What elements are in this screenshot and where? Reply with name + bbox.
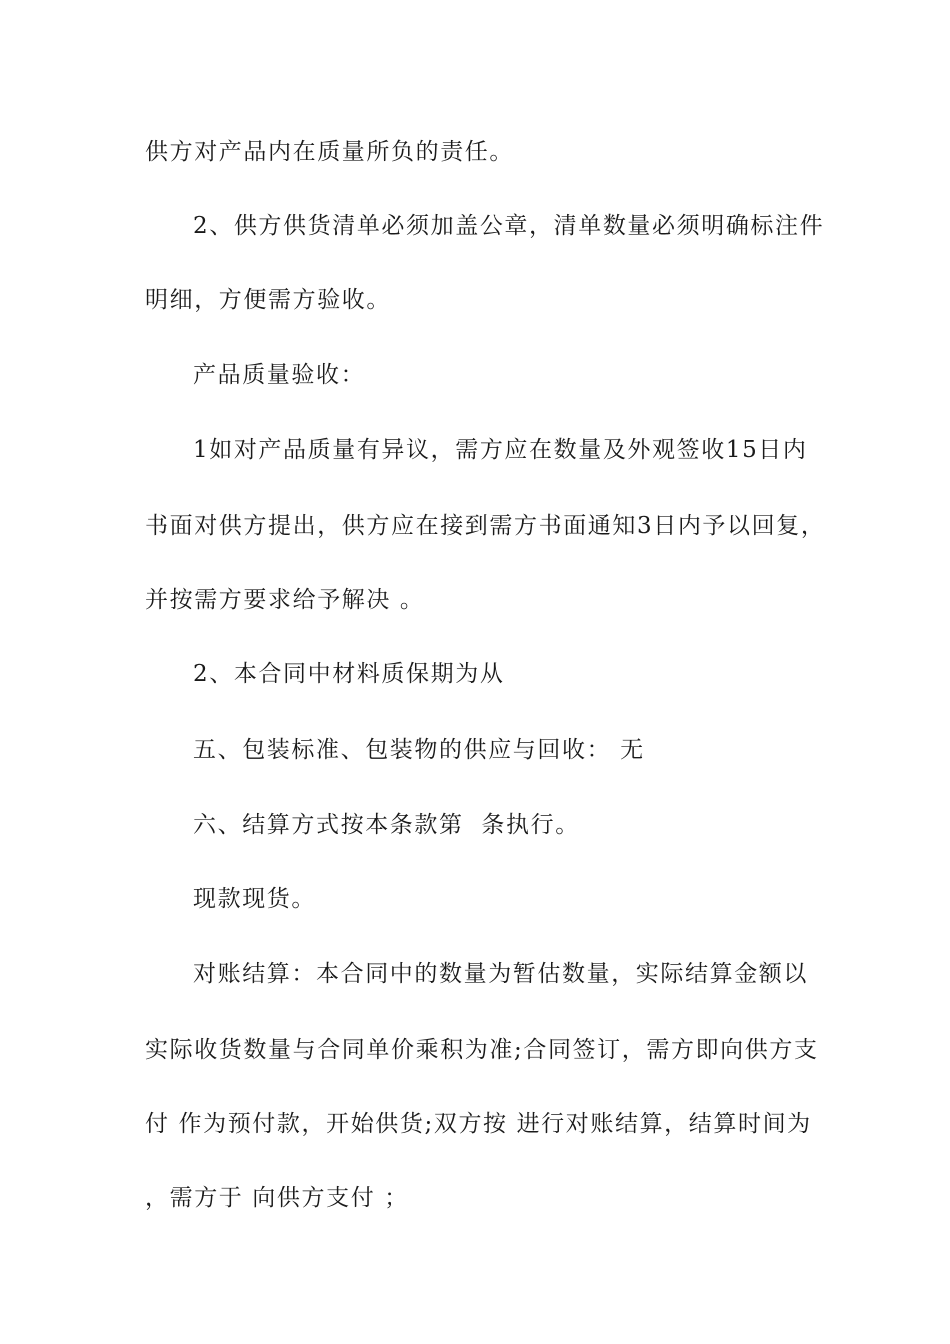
- text-line: 实际收货数量与合同单价乘积为准;合同签订，需方即向供方支: [145, 1037, 819, 1063]
- text-line: 并按需方要求给予解决 。: [145, 587, 425, 613]
- text-line: 供方对产品内在质量所负的责任。: [145, 139, 514, 165]
- text-line: 1如对产品质量有异议，需方应在数量及外观签收15日内: [193, 437, 808, 463]
- text-line: 五、包装标准、包装物的供应与回收： 无: [193, 737, 645, 763]
- text-line: 对账结算：本合同中的数量为暂估数量，实际结算金额以: [193, 961, 808, 987]
- text-line: 付 作为预付款，开始供货;双方按 进行对账结算，结算时间为: [145, 1111, 812, 1137]
- text-line: 六、结算方式按本条款第 条执行。: [193, 812, 580, 838]
- text-line: 书面对供方提出，供方应在接到需方书面通知3日内予以回复，: [145, 513, 826, 539]
- text-line: 2、本合同中材料质保期为从: [193, 661, 505, 687]
- text-line: 2、供方供货清单必须加盖公章，清单数量必须明确标注件: [193, 213, 825, 239]
- text-line: 产品质量验收：: [193, 362, 366, 388]
- text-line: 明细，方便需方验收。: [145, 287, 391, 313]
- text-line: 现款现货。: [193, 886, 316, 912]
- text-line: ，需方于 向供方支付 ；: [145, 1185, 409, 1211]
